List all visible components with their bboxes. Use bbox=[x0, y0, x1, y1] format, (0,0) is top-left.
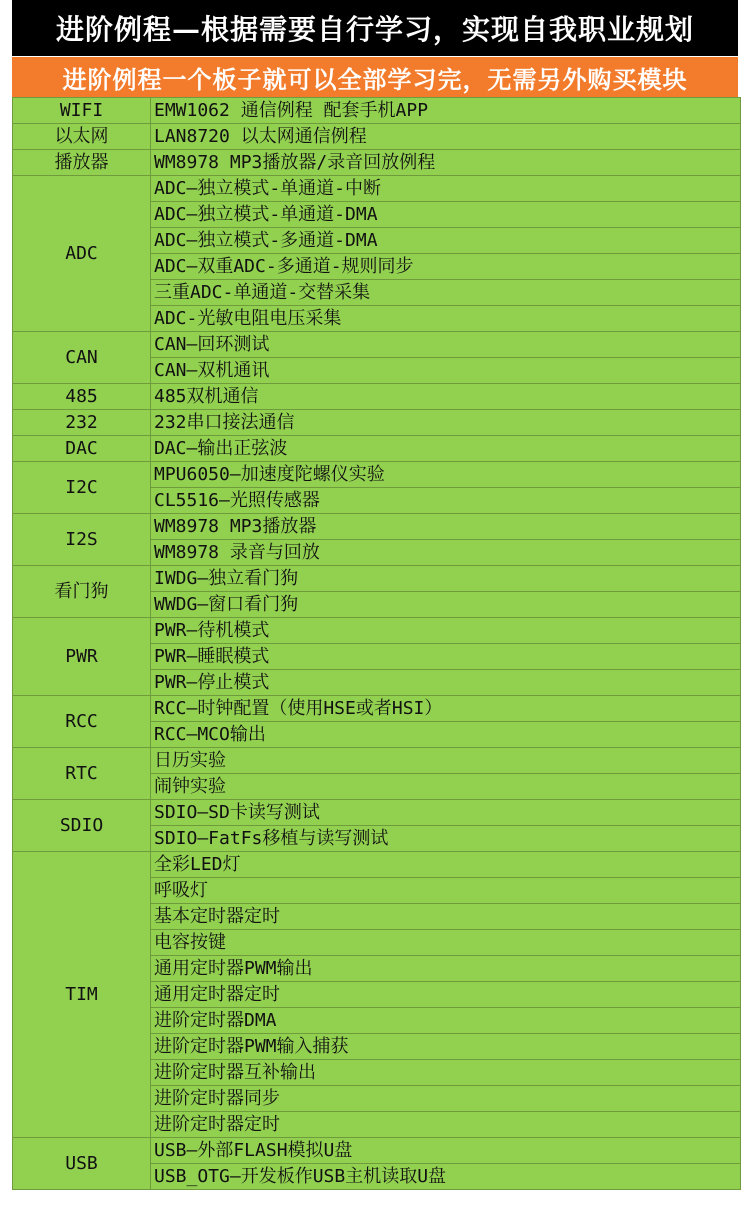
category-cell: ADC bbox=[13, 176, 151, 332]
routine-item-cell: 电容按键 bbox=[151, 930, 741, 956]
table-row bbox=[13, 176, 741, 202]
page-title: 进阶例程—根据需要自行学习，实现自我职业规划 bbox=[12, 0, 738, 56]
routine-item-cell: USB—外部FLASH模拟U盘 bbox=[151, 1138, 741, 1164]
routine-item-cell: PWR—睡眠模式 bbox=[151, 644, 741, 670]
routine-item-cell: 232串口接法通信 bbox=[151, 410, 741, 436]
table-row bbox=[13, 410, 741, 436]
table-row bbox=[13, 1138, 741, 1164]
routine-item-cell: 全彩LED灯 bbox=[151, 852, 741, 878]
routine-item-cell: 进阶定时器同步 bbox=[151, 1086, 741, 1112]
routine-item-cell: CAN—回环测试 bbox=[151, 332, 741, 358]
table-row bbox=[13, 514, 741, 540]
routine-item-cell: 通用定时器定时 bbox=[151, 982, 741, 1008]
routine-item-cell: ADC—双重ADC-多通道-规则同步 bbox=[151, 254, 741, 280]
table-row bbox=[13, 98, 741, 124]
table-row bbox=[13, 566, 741, 592]
routine-item-cell: MPU6050—加速度陀螺仪实验 bbox=[151, 462, 741, 488]
routine-item-cell: CL5516—光照传感器 bbox=[151, 488, 741, 514]
table-row bbox=[13, 462, 741, 488]
routine-item-cell: WM8978 MP3播放器/录音回放例程 bbox=[151, 150, 741, 176]
routine-table bbox=[12, 97, 741, 1190]
table-row bbox=[13, 436, 741, 462]
category-cell: 以太网 bbox=[13, 124, 151, 150]
routine-item-cell: PWR—停止模式 bbox=[151, 670, 741, 696]
routine-item-cell: WM8978 录音与回放 bbox=[151, 540, 741, 566]
table-row bbox=[13, 696, 741, 722]
routine-item-cell: WWDG—窗口看门狗 bbox=[151, 592, 741, 618]
routine-item-cell: ADC—独立模式-单通道-DMA bbox=[151, 202, 741, 228]
routine-item-cell: 进阶定时器定时 bbox=[151, 1112, 741, 1138]
table-row bbox=[13, 800, 741, 826]
routine-item-cell: CAN—双机通讯 bbox=[151, 358, 741, 384]
table-row bbox=[13, 332, 741, 358]
table-row bbox=[13, 852, 741, 878]
category-cell: I2S bbox=[13, 514, 151, 566]
category-cell: 播放器 bbox=[13, 150, 151, 176]
category-cell: 485 bbox=[13, 384, 151, 410]
page-subtitle: 进阶例程一个板子就可以全部学习完，无需另外购买模块 bbox=[12, 57, 738, 97]
table-row bbox=[13, 124, 741, 150]
category-cell: I2C bbox=[13, 462, 151, 514]
category-cell: PWR bbox=[13, 618, 151, 696]
routine-item-cell: 进阶定时器互补输出 bbox=[151, 1060, 741, 1086]
category-cell: DAC bbox=[13, 436, 151, 462]
routine-item-cell: 三重ADC-单通道-交替采集 bbox=[151, 280, 741, 306]
category-cell: RTC bbox=[13, 748, 151, 800]
routine-item-cell: ADC-光敏电阻电压采集 bbox=[151, 306, 741, 332]
routine-item-cell: 呼吸灯 bbox=[151, 878, 741, 904]
routine-item-cell: ADC—独立模式-单通道-中断 bbox=[151, 176, 741, 202]
routine-item-cell: DAC—输出正弦波 bbox=[151, 436, 741, 462]
category-cell: RCC bbox=[13, 696, 151, 748]
table-row bbox=[13, 748, 741, 774]
routine-table-body bbox=[13, 98, 741, 1190]
routine-item-cell: PWR—待机模式 bbox=[151, 618, 741, 644]
routine-item-cell: 闹钟实验 bbox=[151, 774, 741, 800]
routine-item-cell: 基本定时器定时 bbox=[151, 904, 741, 930]
routine-item-cell: 通用定时器PWM输出 bbox=[151, 956, 741, 982]
routine-item-cell: RCC—MCO输出 bbox=[151, 722, 741, 748]
category-cell: SDIO bbox=[13, 800, 151, 852]
routine-item-cell: 485双机通信 bbox=[151, 384, 741, 410]
table-row bbox=[13, 150, 741, 176]
routine-item-cell: LAN8720 以太网通信例程 bbox=[151, 124, 741, 150]
routine-item-cell: IWDG—独立看门狗 bbox=[151, 566, 741, 592]
routine-item-cell: 进阶定时器PWM输入捕获 bbox=[151, 1034, 741, 1060]
category-cell: WIFI bbox=[13, 98, 151, 124]
table-row bbox=[13, 618, 741, 644]
table-row bbox=[13, 384, 741, 410]
category-cell: 看门狗 bbox=[13, 566, 151, 618]
category-cell: TIM bbox=[13, 852, 151, 1138]
routine-item-cell: 日历实验 bbox=[151, 748, 741, 774]
routine-item-cell: WM8978 MP3播放器 bbox=[151, 514, 741, 540]
category-cell: 232 bbox=[13, 410, 151, 436]
routine-item-cell: SDIO—FatFs移植与读写测试 bbox=[151, 826, 741, 852]
routine-item-cell: RCC—时钟配置（使用HSE或者HSI） bbox=[151, 696, 741, 722]
category-cell: USB bbox=[13, 1138, 151, 1190]
routine-item-cell: SDIO—SD卡读写测试 bbox=[151, 800, 741, 826]
routine-item-cell: 进阶定时器DMA bbox=[151, 1008, 741, 1034]
routine-item-cell: EMW1062 通信例程 配套手机APP bbox=[151, 98, 741, 124]
routine-item-cell: ADC—独立模式-多通道-DMA bbox=[151, 228, 741, 254]
category-cell: CAN bbox=[13, 332, 151, 384]
routine-item-cell: USB_OTG—开发板作USB主机读取U盘 bbox=[151, 1164, 741, 1190]
